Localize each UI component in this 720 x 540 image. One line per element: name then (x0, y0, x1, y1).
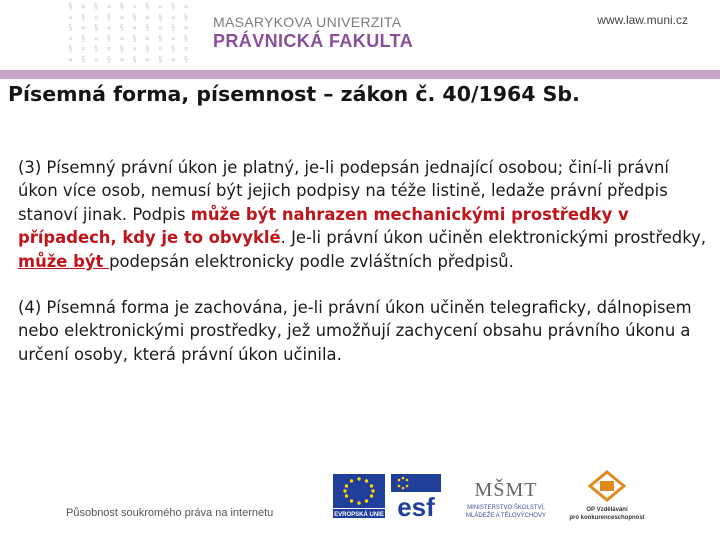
op-logo-icon (569, 470, 645, 522)
eu-label: EVROPSKÁ UNIE (334, 512, 384, 518)
paragraph-3 (18, 156, 710, 273)
msmt-sub1: MINISTERSTVO ŠKOLSTVÍ, (467, 505, 545, 511)
slide-title: Písemná forma, písemnost – zákon č. 40/1964 Sb. (8, 82, 580, 106)
msmt-label: MŠMT (474, 479, 538, 501)
emphasis-mechanical-means: může být nahrazen mechanickými prostředky v případech, kdy je to obvyklé (18, 204, 629, 248)
law-symbol-pattern-icon: § ¤ § ¤ § ¤ § ¤ § ¤ ¤ § ¤ § ¤ § ¤ § ¤ § § ¤ § ¤ § ¤ § ¤ § ¤ ¤ § ¤ § ¤ § ¤ § ¤ § § ¤ § ¤ § ¤ § ¤ § ¤ ¤ § ¤ § ¤ § ¤ § ¤ § (68, 2, 190, 64)
university-name: MASARYKOVA UNIVERZITA (213, 14, 402, 30)
esf-label: esf (397, 492, 435, 522)
msmt-sub2: MLÁDEŽE A TĚLOVÝCHOVY (466, 513, 546, 519)
paragraph-4: (4) Písemná forma je zachována, je-li právní úkon učiněn telegraficky, dálnopisem nebo elektronickými prostředky, jež umožňují zachycení obsahu právního úkonu a určení osoby, která právní úkon učinila. (18, 298, 692, 364)
footer-caption: Působnost soukromého práva na internetu (66, 507, 274, 519)
faculty-name: PRÁVNICKÁ FAKULTA (213, 31, 414, 51)
slide-content (18, 156, 710, 366)
slide-header (0, 0, 720, 70)
header-band (0, 70, 720, 79)
paragraph-3-text-3: podepsán elektronicky podle zvláštních předpisů. (109, 251, 514, 271)
paragraph-3-text-2: . Je-li právní úkon učiněn elektronickými prostředky, (280, 228, 707, 248)
emphasis-may-be: může být (18, 251, 110, 271)
op-label-2: pro konkurenceschopnost (569, 515, 645, 521)
site-url-link[interactable]: www.law.muni.cz (597, 13, 688, 27)
op-label-1: OP Vzdělávání (586, 507, 628, 513)
paragraph-3-text-1: (3) Písemný právní úkon je platný, je-li podepsán jednající osobou; činí-li právní úkon více osob, nemusí být jejich podpisy na téže listině, ledaže právní předpis stanoví jinak. Podpis (18, 158, 669, 224)
msmt-logo-icon (458, 472, 554, 520)
esf-logo-icon (389, 472, 443, 522)
eu-flag-icon (332, 472, 386, 518)
